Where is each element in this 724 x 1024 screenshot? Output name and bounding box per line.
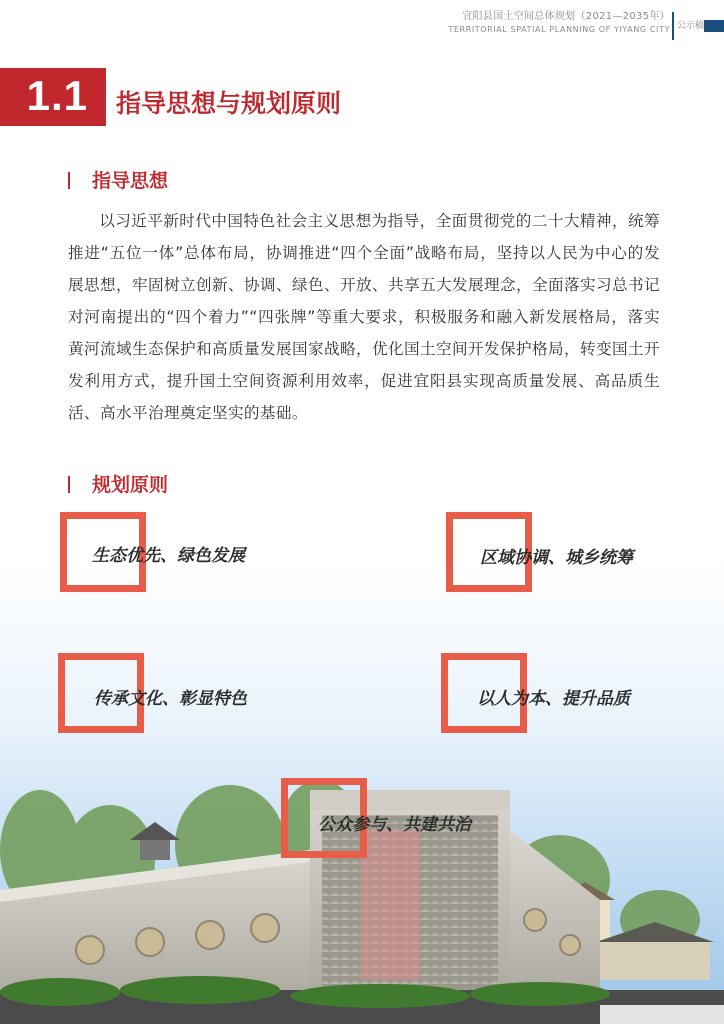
heading-bar-icon	[68, 476, 70, 493]
header-tag: 公示稿	[677, 21, 705, 31]
header-accent-block	[704, 20, 724, 32]
principle-label: 传承文化、彰显特色	[94, 689, 247, 709]
header-divider	[672, 12, 674, 40]
principles-heading	[68, 470, 168, 497]
principle-label: 公众参与、共建共治	[318, 815, 471, 835]
section-number-badge	[0, 68, 106, 126]
guiding-paragraph: 以习近平新时代中国特色社会主义思想为指导，全面贯彻党的二十大精神，统筹推进“五位一体”总体布局，协调推进“四个全面”战略布局，坚持以人民为中心的发展思想，牢固树立创新、协调、绿色、开放、共享五大发展理念，全面落实习总书记对河南提出的“四个着力”“四张牌”等重大要求，积极服务和融入新发展格局，落实黄河流域生态保护和高质量发展国家战略，优化国土空间开发保护格局，转变国土开发利用方式，提升国土空间资源利用效率，促进宜阳县实现高质量发展、高品质生活、高水平治理奠定坚实的基础。	[68, 212, 660, 422]
guiding-heading	[68, 166, 168, 193]
section-title: 指导思想与规划原则	[116, 89, 342, 118]
section-number: 1.1	[26, 72, 88, 119]
principles-heading-text: 规划原则	[92, 474, 169, 496]
document-header	[448, 10, 670, 36]
guiding-heading-text: 指导思想	[92, 170, 169, 192]
principle-label: 区域协调、城乡统筹	[480, 548, 633, 568]
heading-bar-icon	[68, 172, 70, 189]
principle-label: 生态优先、绿色发展	[92, 546, 245, 566]
principle-label: 以人为本、提升品质	[477, 689, 630, 709]
header-title-en: TERRITORIAL SPATIAL PLANNING OF YIYANG CITY	[448, 25, 670, 34]
header-title-cn: 宜阳县国土空间总体规划（2021—2035年）	[462, 11, 670, 22]
